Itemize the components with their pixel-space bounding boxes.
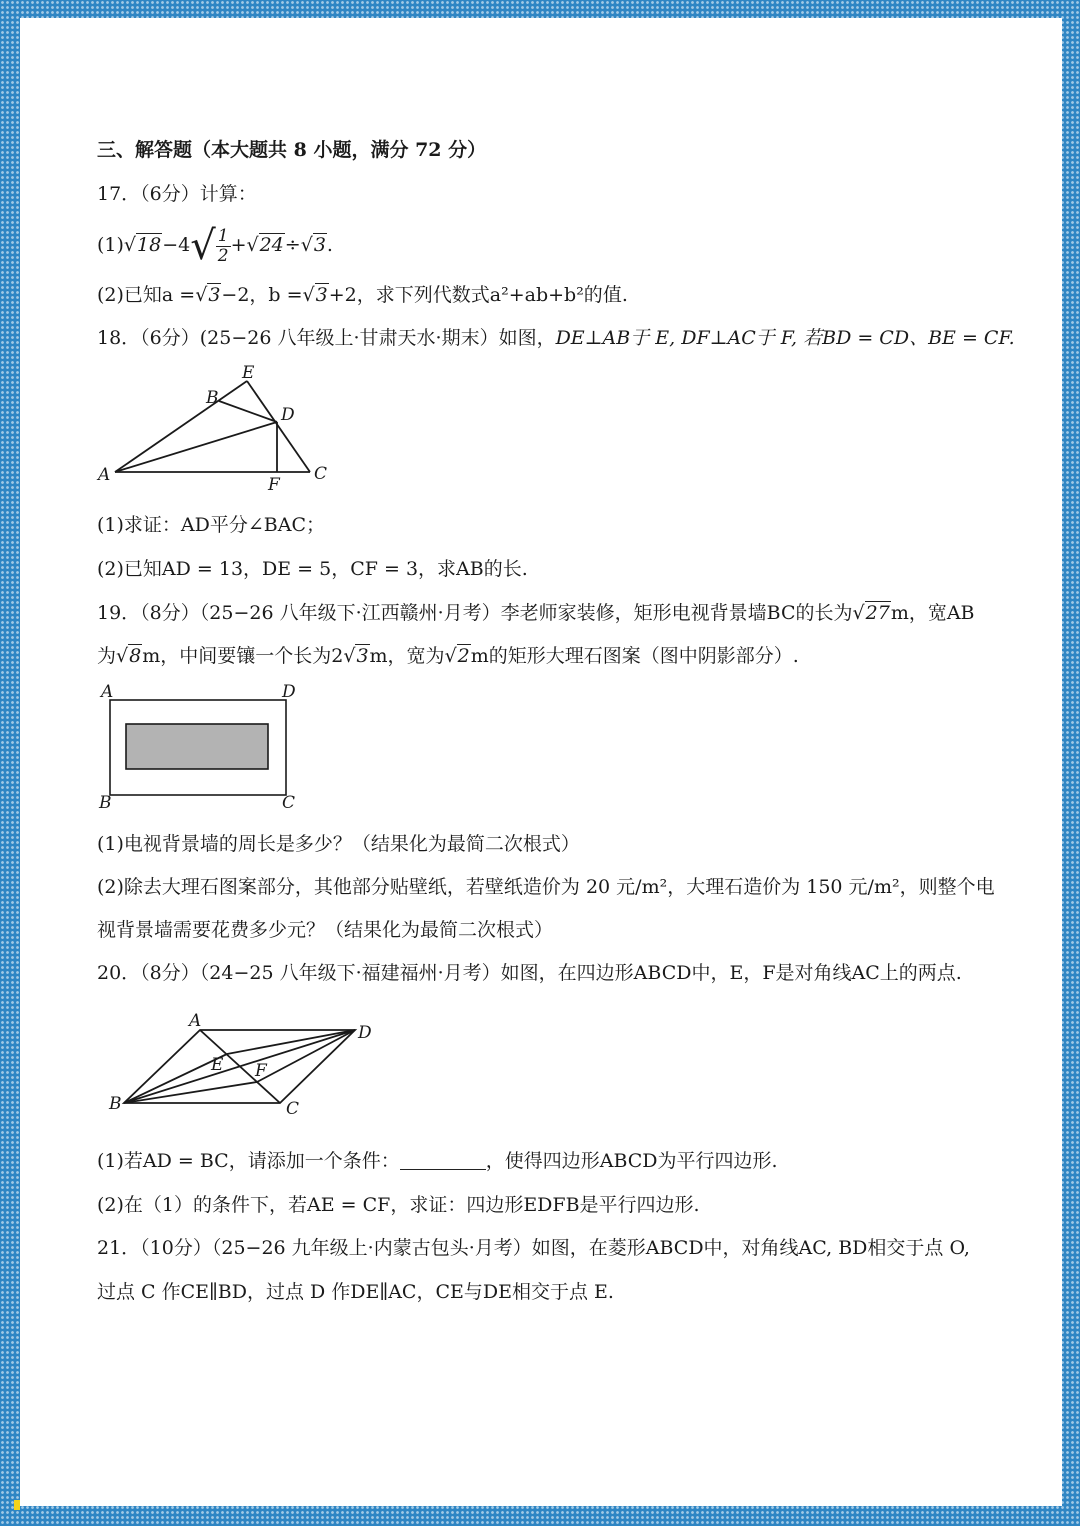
q20-part2: (2)在（1）的条件下，若AE = CF，求证：四边形EDFB是平行四边形. [97, 1194, 700, 1216]
q19-part2-line1: (2)除去大理石图案部分，其他部分贴壁纸，若壁纸造价为 20 元/m²，大理石造价为 150 元/m²，则整个电 [97, 876, 995, 898]
radical-sign: √ [123, 234, 137, 256]
q17-p2-a: (2)已知a = [97, 284, 196, 306]
q19-part2-line2: 视背景墙需要花费多少元？（结果化为最简二次根式） [97, 919, 554, 941]
q17-p2-radicand-b: 3 [315, 284, 328, 306]
q19-line1-c: m，宽AB [890, 602, 975, 624]
q17-p2-c: −2，b = [221, 284, 303, 306]
q18-title-a: 18．（6分）(25−26 八年级上·甘肃天水·期末）如图， [97, 327, 556, 349]
radical-sign: √ [195, 284, 208, 306]
label-C: C [314, 464, 328, 484]
q17-p2-e: +2，求下列代数式a²+ab+b²的值. [328, 284, 628, 306]
radical-sign-large: √ [190, 223, 216, 269]
label-C: C [286, 1099, 300, 1119]
q19-radicand-8: 8 [129, 645, 142, 667]
q19-radicand-2: 2 [457, 645, 470, 667]
radical-sign: √ [116, 645, 129, 667]
q17-part1-prefix: (1) [97, 234, 124, 256]
q17-p2-radicand-a: 3 [208, 284, 221, 306]
radical-sign: √ [246, 234, 259, 256]
q21-line1: 21．（10分）（25−26 九年级上·内蒙古包头·月考）如图，在菱形ABCD中，对角线AC, BD相交于点 O, [97, 1237, 970, 1259]
q20-p1-a: (1)若AD = BC，请添加一个条件： [97, 1150, 400, 1172]
label-B: B [99, 793, 112, 813]
label-F: F [268, 475, 280, 495]
q21-line2: 过点 C 作CE∥BD，过点 D 作DE∥AC，CE与DE相交于点 E. [97, 1281, 614, 1303]
marble-pattern-shaded [126, 724, 268, 769]
q17-radicand-f: 3 [313, 234, 326, 256]
q17-title: 17．（6分）计算： [97, 183, 257, 205]
q17-part1 [97, 223, 333, 269]
q19-rectangle-figure [95, 680, 310, 815]
radical-sign: √ [343, 645, 356, 667]
label-A: A [189, 1011, 202, 1031]
q20-part1 [97, 1148, 778, 1174]
label-D: D [281, 405, 295, 425]
line-EC [247, 381, 310, 472]
q18-part1: (1)求证：AD平分∠BAC； [97, 514, 326, 536]
q19-line2-a: 为 [97, 645, 117, 667]
line-AE [115, 381, 247, 472]
label-E: E [242, 363, 255, 383]
q20-p1-b: ，使得四边形ABCD为平行四边形. [485, 1150, 778, 1172]
label-B: B [206, 388, 219, 408]
q17-radicand-a: 18 [137, 234, 162, 256]
radical-sign: √ [444, 645, 457, 667]
q17-op-div: ÷ [284, 234, 301, 256]
line-AD [115, 422, 277, 472]
label-D: D [358, 1023, 372, 1043]
label-B: B [109, 1094, 122, 1114]
q18-title [97, 325, 1015, 351]
q19-radicand-27: 27 [865, 602, 890, 624]
q19-part1: (1)电视背景墙的周长是多少？（结果化为最简二次根式） [97, 833, 580, 855]
q18-part2: (2)已知AD = 13，DE = 5，CF = 3，求AB的长. [97, 558, 528, 580]
label-D: D [282, 682, 296, 702]
q17-fraction [216, 227, 231, 266]
q17-op-plus: + [230, 234, 247, 256]
q20-title: 20．（8分）（24−25 八年级下·福建福州·月考）如图，在四边形ABCD中，E，F是对角线AC上的两点. [97, 962, 962, 984]
label-A: A [98, 465, 111, 485]
corner-mark [14, 1500, 20, 1510]
label-E: E [211, 1055, 224, 1075]
q18-title-b: DE⊥AB于 E, DF⊥AC于 F, 若BD = CD、BE = CF. [555, 327, 1015, 349]
label-F: F [255, 1061, 267, 1081]
q19-line2-c: m，中间要镶一个长为2 [142, 645, 344, 667]
q18-triangle-figure [95, 362, 340, 497]
label-C: C [282, 793, 296, 813]
frac-numerator: 1 [217, 225, 229, 246]
q17-part2 [97, 282, 628, 308]
q19-line2-g: m的矩形大理石图案（图中阴影部分）. [470, 645, 799, 667]
radical-sign: √ [300, 234, 313, 256]
section-heading: 三、解答题（本大题共 8 小题，满分 72 分） [97, 139, 487, 161]
diagonal-BD [124, 1030, 355, 1103]
radical-sign: √ [302, 284, 315, 306]
q19-line1 [97, 600, 975, 626]
q19-radicand-3: 3 [356, 645, 369, 667]
radical-sign: √ [852, 602, 865, 624]
q19-line1-a: 19．（8分）（25−26 八年级下·江西赣州·月考）李老师家装修，矩形电视背景墙BC的长为 [97, 602, 853, 624]
line-BF [124, 1082, 257, 1103]
frac-denominator: 2 [217, 245, 229, 266]
q20-quadrilateral-figure [100, 1008, 385, 1120]
q19-line2 [97, 643, 799, 669]
q17-radicand-d: 24 [259, 234, 284, 256]
q19-line2-e: m，宽为 [369, 645, 445, 667]
answer-blank[interactable] [400, 1151, 486, 1170]
q17-end: . [326, 234, 333, 256]
q17-op-minus: −4 [162, 234, 191, 256]
label-A: A [101, 682, 114, 702]
